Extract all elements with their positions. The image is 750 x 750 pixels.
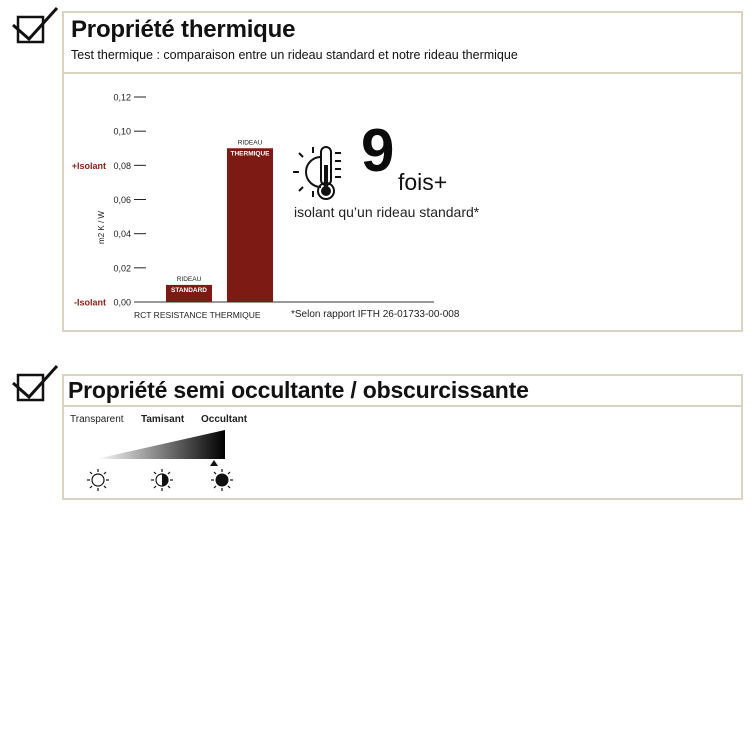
- bar-label-line2: STANDARD: [171, 286, 207, 294]
- footnote: *Selon rapport IFTH 26-01733-00-008: [291, 309, 460, 320]
- y-tick-label: 0,04: [113, 229, 131, 240]
- highlight-text: isolant qu’un rideau standard*: [294, 204, 480, 220]
- sun-open-icon: [86, 468, 110, 492]
- y-tick-label: 0,06: [113, 195, 131, 205]
- opacity-gradient: [94, 428, 229, 460]
- highlight-suffix: fois+: [398, 169, 448, 195]
- thermal-header: [64, 13, 741, 74]
- y-tick-label: 0,00: [113, 297, 131, 308]
- opacity-header: [64, 376, 741, 407]
- y-tick-label: 0,10: [113, 126, 131, 137]
- level-tamisant: Tamisant: [141, 414, 185, 425]
- triangle-pointer-icon: [210, 460, 218, 466]
- isolant-annotation: +Isolant: [71, 160, 106, 171]
- thermal-chart: [64, 74, 741, 330]
- y-tick-label: 0,12: [113, 92, 131, 103]
- level-transparent: Transparent: [70, 414, 124, 425]
- bar-label-line1: RIDEAU: [237, 139, 263, 147]
- thermal-subtitle: Test thermique : comparaison entre un rideau standard et notre rideau thermique: [71, 48, 518, 62]
- bar-thermique: [227, 148, 273, 302]
- x-axis-label: RCT RESISTANCE THERMIQUE: [134, 310, 261, 320]
- thermal-panel: [62, 11, 743, 332]
- checkmark-box-icon: [10, 363, 60, 407]
- opacity-title: Propriété semi occultante / obscurcissante: [68, 377, 529, 403]
- highlight-number: 9: [361, 117, 395, 184]
- y-tick-label: 0,02: [113, 263, 131, 274]
- bar-label-line2: THERMIQUE: [230, 150, 270, 158]
- sun-thermometer-icon: [291, 143, 355, 212]
- bar-label-line1: RIDEAU: [176, 275, 202, 283]
- y-tick-label: 0,08: [113, 160, 131, 171]
- thermal-title: Propriété thermique: [71, 16, 296, 43]
- opacity-panel: [62, 374, 743, 500]
- level-occultant: Occultant: [201, 414, 248, 425]
- checkmark-box-icon: [10, 5, 60, 49]
- isolant-annotation: -Isolant: [73, 297, 106, 308]
- sun-half-icon: [150, 468, 174, 492]
- y-axis-label: m2 K / W: [97, 211, 106, 244]
- sun-full-icon: [210, 468, 234, 492]
